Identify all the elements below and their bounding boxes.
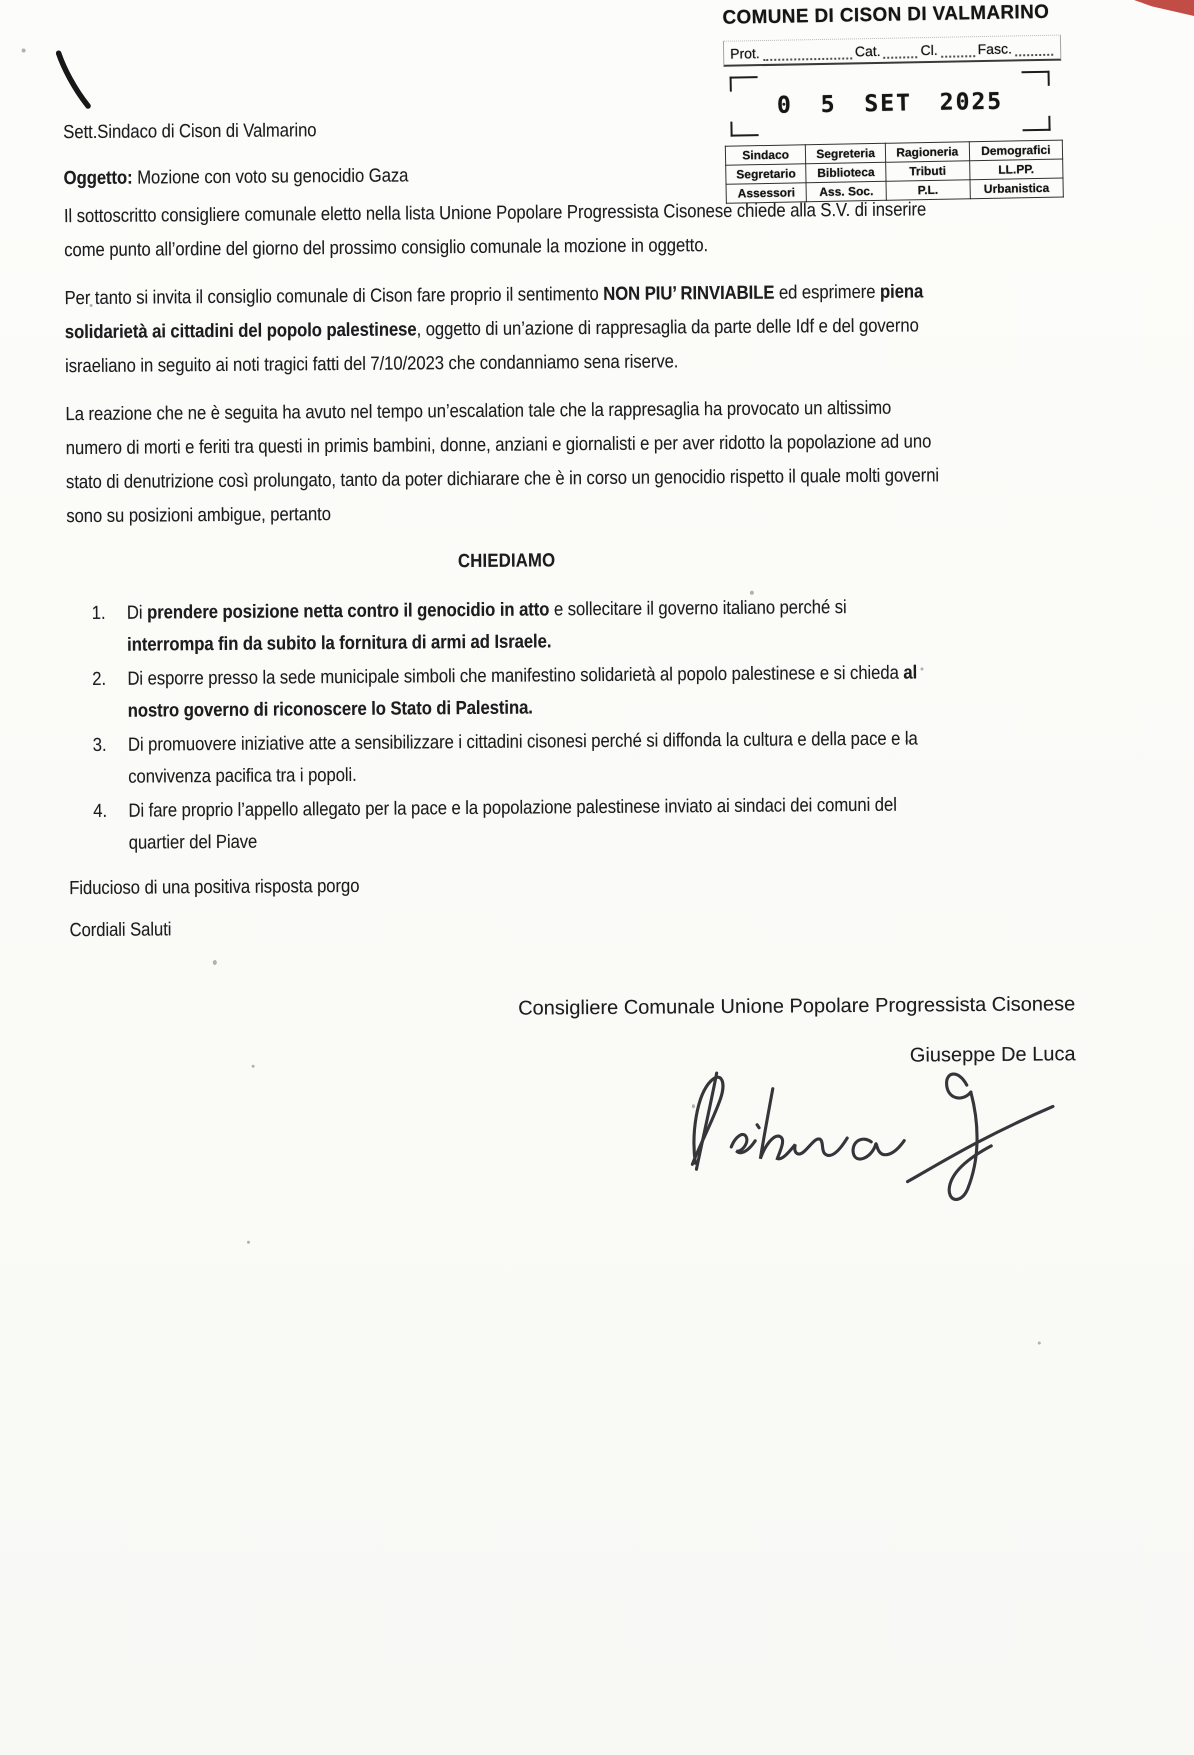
paragraph: Il sottoscritto consigliere comunale eletto nella lista Unione Popolare Progressista Cisonese chiede alla S.V. di inserire come punto all’ordine del giorno del prossimo consiglio comunale la mozione in oggetto. — [63, 199, 927, 262]
list-item — [68, 789, 948, 860]
list-item-text: Di prendere posizione netta contro il genocidio in atto e sollecitare il governo italiano perché si interrompa fin da subito la fornitura di armi ad Israele. — [126, 597, 847, 656]
bracket-corner — [730, 76, 758, 92]
office-cell: Segretario — [726, 164, 807, 184]
scan-speck — [247, 1241, 250, 1244]
protocol-number-row — [723, 35, 1061, 67]
cat-label: Cat. — [854, 42, 881, 60]
subject-label: Oggetto: — [63, 167, 133, 190]
list-item-text: Di fare proprio l’appello allegato per la pace e la popolazione palestinese inviato ai sindaci dei comuni del quartier del Piave — [128, 794, 897, 854]
closing-line: Fiducioso di una positiva risposta porgo — [69, 875, 360, 900]
fasc-label: Fasc. — [977, 40, 1013, 58]
office-cell: P.L. — [886, 180, 970, 201]
list-item-number: 4. — [93, 800, 108, 822]
prot-label: Prot. — [729, 45, 760, 62]
office-cell: Ass. Soc. — [806, 181, 886, 201]
handwritten-signature — [661, 1048, 1082, 1211]
pen-mark — [52, 50, 98, 112]
list-item-number: 3. — [92, 734, 107, 756]
signature-role: Consigliere Comunale Unione Popolare Progressista Cisonese — [518, 993, 1076, 1020]
scan-speck — [1038, 1342, 1041, 1345]
office-cell: Tributi — [886, 161, 970, 182]
office-cell: Urbanistica — [970, 178, 1064, 199]
office-cell: Demografici — [969, 140, 1063, 161]
subject-line — [64, 155, 944, 196]
list-item — [67, 591, 947, 662]
letter-body — [63, 109, 950, 948]
dotted-leader — [1015, 41, 1053, 57]
paragraph: La reazione che ne è seguita ha avuto nel tempo un’escalation tale che la rappresaglia ha provocato un altissimo numero di morti e feriti tra questi in primis bambini, donne, anziani e giornalisti e per aver ridotto la popolazione ad uno stato di denutrizione così prolungato, tanto da poter dichiarare che è in corso un genocidio rispetto il quale molti governi sono su posizioni ambigue, pertanto — [65, 397, 940, 528]
dotted-leader — [763, 44, 852, 61]
list-item — [68, 723, 948, 794]
subject-text: Mozione con voto su genocidio Gaza — [137, 165, 409, 189]
scan-speck — [22, 48, 26, 52]
protocol-date: 0 5 SET 2025 — [776, 88, 1004, 119]
list-item-text: Di promuovere iniziative atte a sensibilizzare i cittadini cisonesi perché si diffonda la cultura e della pace e la convivenza pacifica tra i popoli. — [127, 728, 918, 788]
bracket-corner — [1022, 116, 1050, 132]
office-cell: Assessori — [726, 183, 807, 203]
signature-name: Giuseppe De Luca — [909, 1043, 1076, 1067]
recipient-line: Sett.Sindaco di Cison di Valmarino — [63, 120, 317, 144]
stamp-municipality-title: COMUNE DI CISON DI VALMARINO — [722, 0, 1050, 29]
cl-label: Cl. — [920, 41, 938, 59]
paragraph: Per tanto si invita il consiglio comunale di Cison fare proprio il sentimento NON PIU’ RINVIABILE ed esprimere piena solidarietà ai cittadini del popolo palestinese, oggetto di un’azione di rappresaglia da parte delle Idf e del governo israeliano in seguito ai noti tragici fatti del 7/10/2023 che condanniamo sena riserve. — [64, 281, 924, 378]
scan-speck — [920, 667, 923, 670]
scan-speck — [692, 1104, 695, 1108]
list-item-number: 2. — [92, 668, 107, 690]
office-cell: LL.PP. — [969, 159, 1063, 180]
scan-speck — [905, 740, 909, 743]
bracket-corner — [1022, 71, 1050, 87]
dotted-leader — [883, 43, 917, 59]
list-item — [67, 657, 947, 728]
salutation-line: Cordiali Saluti — [69, 919, 172, 942]
office-cell: Ragioneria — [885, 142, 969, 163]
dotted-leader — [941, 42, 975, 58]
list-item-number: 1. — [91, 602, 106, 624]
scan-speck — [213, 960, 217, 965]
demands-heading: CHIEDIAMO — [457, 550, 556, 573]
office-cell: Sindaco — [725, 145, 806, 165]
office-cell: Segreteria — [806, 143, 886, 163]
scan-speck — [90, 304, 93, 307]
scan-speck — [252, 1065, 255, 1068]
office-cell: Biblioteca — [806, 162, 886, 182]
scan-speck — [750, 591, 754, 595]
list-item-text: Di esporre presso la sede municipale simboli che manifestino solidarietà al popolo palestinese e si chieda al nostro governo di riconoscere lo Stato di Palestina. — [127, 662, 918, 722]
